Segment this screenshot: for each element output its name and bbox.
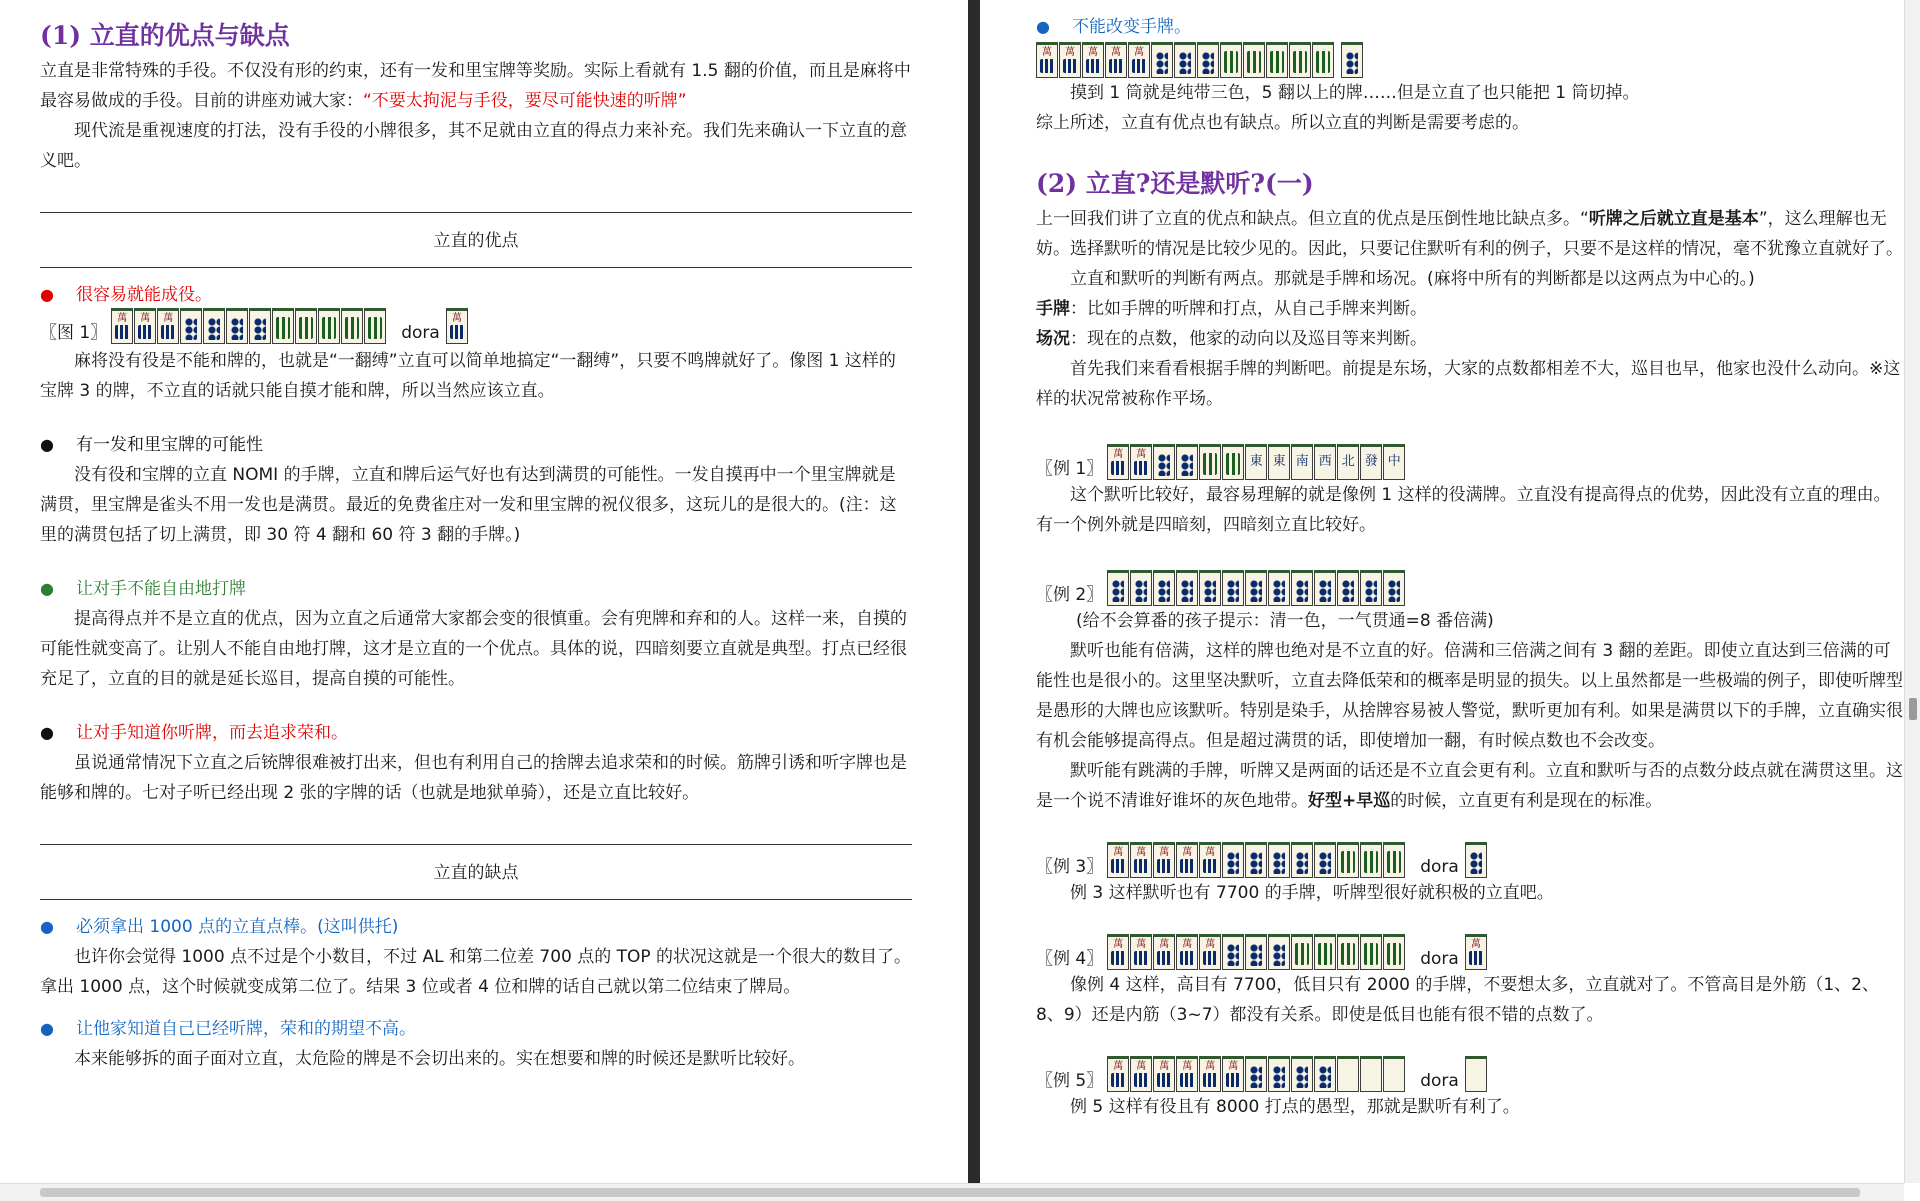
- mahjong-tile-character-icon: 萬: [1130, 444, 1152, 480]
- merit-item-1: [40, 280, 912, 310]
- merit-item-4: [40, 718, 912, 748]
- bullet-dot-icon: ●: [40, 435, 54, 454]
- mahjong-tile-circle-icon: [1107, 570, 1129, 606]
- merit-heading: 很容易就能成役。: [76, 285, 212, 305]
- mahjong-tile-circle-icon: [1314, 842, 1336, 878]
- merit-body: 提高得点并不是立直的优点，因为立直之后通常大家都会变的很慎重。会有兜牌和弃和的人。这样一来，自摸的可能性就变高了。让别人不能自由地打牌，这才是立直的一个优点。具体的说，四暗刻要立直就是典型。打点已经很充足了，立直的目的就是延长巡目，提高自摸的可能性。: [40, 609, 907, 689]
- mahjong-tile-circle-icon: [1360, 570, 1382, 606]
- mahjong-tile-bamboo-icon: [1222, 444, 1244, 480]
- bullet-dot-icon: ●: [40, 917, 54, 936]
- mahjong-tile-character-icon: 萬: [1107, 842, 1129, 878]
- demerit-item-1: [40, 912, 912, 942]
- paragraph: 首先我们来看看根据手牌的判断吧。前提是东场，大家的点数都相差不大，巡目也早，他家也没什么动向。※这样的状况常被称作平场。: [1036, 359, 1901, 409]
- mahjong-tile-circle-icon: [249, 308, 271, 344]
- mahjong-tile-bamboo-icon: [318, 308, 340, 344]
- mahjong-tile-circle-icon: [1176, 570, 1198, 606]
- demerit-heading: 必须拿出 1000 点的立直点棒。(这叫供托): [76, 917, 399, 937]
- bullet-dot-icon: ●: [40, 1019, 54, 1038]
- mahjong-tile-circle-icon: [1245, 842, 1267, 878]
- demerit-item-2: [40, 1014, 912, 1044]
- mahjong-tile-character-icon: 萬: [111, 308, 133, 344]
- ex2-hand: [1036, 566, 1904, 606]
- ex5-hand: [1036, 1052, 1904, 1092]
- section-title: (2) 立直?还是默听?(一): [1036, 169, 1314, 198]
- mahjong-tile-circle-icon: [1314, 570, 1336, 606]
- text: 的时候，立直更有利是现在的标准。: [1390, 791, 1663, 811]
- vertical-scrollbar-thumb[interactable]: [1909, 698, 1917, 720]
- text: ：比如手牌的听牌和打点，从自己手牌来判断。: [1070, 299, 1427, 319]
- mahjong-tile-circle-icon: [1153, 444, 1175, 480]
- ex4-hand: [1036, 930, 1904, 970]
- mahjong-tile-bamboo-icon: [1383, 842, 1405, 878]
- example-label: 〖例 3〗: [1036, 857, 1104, 877]
- mahjong-tile-bamboo-icon: [295, 308, 317, 344]
- mahjong-tile-bamboo-icon: [1337, 842, 1359, 878]
- merit-item-2: [40, 430, 912, 460]
- mahjong-tile-circle-icon: [1291, 842, 1313, 878]
- mahjong-tile-circle-icon: [1465, 842, 1487, 878]
- mahjong-tile-character-icon: 萬: [1082, 42, 1104, 78]
- mahjong-tile-blank-icon: [1383, 1056, 1405, 1092]
- example-body: 默听也能有倍满，这样的牌也绝对是不立直的好。倍满和三倍满之间有 3 翻的差距。即使立直达到三倍满的可能性也是很小的。这里坚决默听，立直去降低荣和的概率是明显的损失。以上虽然都是一些极端的例子，即使听牌型是愚形的大牌也应该默听。特别是染手，从捨牌容易被人警觉，默听更加有利。如果是满贯以下的手牌，立直确实很有机会能够提高得点。但是超过满贯的话，即使增加一翻，有时候点数也不会改变。: [1036, 641, 1903, 751]
- mahjong-tile-bamboo-icon: [1337, 934, 1359, 970]
- example-label: 〖例 1〗: [1036, 459, 1104, 479]
- demerit-3-hand: [1036, 38, 1904, 78]
- mahjong-tile-bamboo-icon: [341, 308, 363, 344]
- mahjong-tile-character-icon: 萬: [1199, 1056, 1221, 1092]
- dora-tiles: [1465, 838, 1488, 878]
- mahjong-tile-bamboo-icon: [1291, 934, 1313, 970]
- dora-label: dora: [1420, 949, 1459, 969]
- text: ：现在的点数，他家的动向以及巡目等来判断。: [1070, 329, 1427, 349]
- example-label: 〖例 4〗: [1036, 949, 1104, 969]
- paragraph: [1036, 324, 1904, 354]
- example-body: 这个默听比较好，最容易理解的就是像例 1 这样的役满牌。立直没有提高得点的优势，因此没有立直的理由。有一个例外就是四暗刻，四暗刻立直比较好。: [1036, 485, 1891, 535]
- merit-body: 虽说通常情况下立直之后铳牌很难被打出来，但也有利用自己的捨牌去追求荣和的时候。筋牌引诱和听字牌也是能够和牌的。七对子听已经出现 2 张的字牌的话（也就是地狱单骑），还是立直比较好。: [40, 753, 907, 803]
- example-body: 像例 4 这样，高目有 7700，低目只有 2000 的手牌，不要想太多，立直就对了。不管高目是外筋（1、2、8、9）还是内筋（3~7）都没有关系。即使是低目也能有很不错的点数了。: [1036, 975, 1879, 1025]
- horizontal-scrollbar-thumb[interactable]: [40, 1188, 1860, 1197]
- dora-label: dora: [1420, 1071, 1459, 1091]
- summary-text: 综上所述，立直有优点也有缺点。所以立直的判断是需要考虑的。: [1036, 113, 1529, 133]
- mahjong-tile-bamboo-icon: [1360, 934, 1382, 970]
- mahjong-tile-bamboo-icon: [1360, 842, 1382, 878]
- mahjong-tile-bamboo-icon: [1289, 42, 1311, 78]
- left-page-content: [40, 16, 912, 1074]
- mahjong-tile-bamboo-icon: [1383, 934, 1405, 970]
- mahjong-tile-character-icon: 萬: [1153, 1056, 1175, 1092]
- mahjong-tile-circle-icon: [1174, 42, 1196, 78]
- mahjong-tile-character-icon: 萬: [1130, 934, 1152, 970]
- mahjong-tile-circle-icon: [226, 308, 248, 344]
- demerits-heading: 立直的缺点: [433, 863, 519, 883]
- horizontal-scrollbar[interactable]: [0, 1183, 1904, 1201]
- example-body: 例 3 这样默听也有 7700 的手牌，听牌型很好就积极的立直吧。: [1070, 883, 1554, 903]
- text: 上一回我们讲了立直的优点和缺点。但立直的优点是压倒性地比缺点多。“: [1036, 209, 1589, 229]
- mahjong-tile-circle-icon: [1291, 570, 1313, 606]
- demerit-body: 也许你会觉得 1000 点不过是个小数目，不过 AL 和第二位差 700 点的 TOP 的状况这就是一个很大的数目了。拿出 1000 点，这个时候就变成第二位了。结果 3 位或者 4 位和牌的话自己就以第二位结束了牌局。: [40, 947, 912, 997]
- tile-row: [1107, 566, 1406, 606]
- example-label: 〖例 2〗: [1036, 585, 1104, 605]
- mahjong-tile-character-icon: 萬: [1465, 934, 1487, 970]
- mahjong-tile-circle-icon: [1341, 42, 1363, 78]
- intro-paragraph-2: 现代流是重视速度的打法，没有手役的小牌很多，其不足就由立直的得点力来补充。我们先来确认一下立直的意义吧。: [40, 121, 907, 171]
- mahjong-tile-circle-icon: [1222, 570, 1244, 606]
- tile-row: [111, 304, 387, 344]
- mahjong-tile-character-icon: 萬: [1128, 42, 1150, 78]
- mahjong-tile-blank-icon: [1465, 1056, 1487, 1092]
- mahjong-tile-circle-icon: [1268, 934, 1290, 970]
- section-title: (1) 立直的优点与缺点: [40, 21, 290, 50]
- dora-label: dora: [401, 323, 440, 343]
- tile-row: [1107, 440, 1406, 480]
- mahjong-tile-character-icon: 萬: [1199, 842, 1221, 878]
- merit-body: 没有役和宝牌的立直 NOMI 的手牌，立直和牌后运气好也有达到满贯的可能性。一发自摸再中一个里宝牌就是满贯，里宝牌是雀头不用一发也是满贯。最近的免费雀庄对一发和里宝牌的祝仪很多，这玩儿的是很大的。(注：这里的满贯包括了切上满贯，即 30 符 4 翻和 60 符 3 翻的手牌。): [40, 465, 897, 545]
- dora-tiles: [1465, 1052, 1488, 1092]
- fig-label: 〖图 1〗: [40, 323, 108, 343]
- demerit-body: 摸到 1 筒就是纯带三色，5 翻以上的牌……但是立直了也只能把 1 筒切掉。: [1070, 83, 1640, 103]
- example-hint: (给不会算番的孩子提示：清一色，一气贯通=8 番倍满): [1076, 611, 1494, 631]
- mahjong-tile-character-icon: 萬: [1130, 1056, 1152, 1092]
- mahjong-tile-character-icon: 萬: [1153, 842, 1175, 878]
- left-page: [0, 0, 968, 1183]
- mahjong-tile-circle-icon: [180, 308, 202, 344]
- example-body: [1036, 756, 1904, 816]
- mahjong-tile-blank-icon: [1360, 1056, 1382, 1092]
- mahjong-tile-bamboo-icon: [1314, 934, 1336, 970]
- merit-heading: 有一发和里宝牌的可能性: [76, 435, 263, 455]
- bullet-dot-icon: ●: [40, 285, 54, 304]
- mahjong-tile-character-icon: 萬: [1036, 42, 1058, 78]
- mahjong-tile-circle-icon: [1245, 1056, 1267, 1092]
- mahjong-tile-character-icon: 萬: [1153, 934, 1175, 970]
- mahjong-tile-circle-icon: [1314, 1056, 1336, 1092]
- demerit-heading: 让他家知道自己已经听牌，荣和的期望不高。: [76, 1019, 416, 1039]
- merit-heading: 让对手知道你听牌，而去追求荣和。: [76, 723, 348, 743]
- dora-label: dora: [1420, 857, 1459, 877]
- bullet-dot-icon: ●: [40, 579, 54, 598]
- mahjong-tile-bamboo-icon: [272, 308, 294, 344]
- mahjong-tile-honor-icon: 東: [1268, 444, 1290, 480]
- dora-tiles: [1465, 930, 1488, 970]
- demerit-heading: 不能改变手牌。: [1072, 17, 1191, 37]
- mahjong-tile-bamboo-icon: [1243, 42, 1265, 78]
- vertical-scrollbar[interactable]: [1904, 0, 1920, 1183]
- tile-row: [1107, 1052, 1406, 1092]
- bullet-dot-icon: ●: [40, 723, 54, 742]
- mahjong-tile-bamboo-icon: [1220, 42, 1242, 78]
- bold-text: 好型+早巡: [1308, 791, 1391, 811]
- fig1-hand: [40, 304, 912, 344]
- paragraph: [1036, 204, 1904, 264]
- intro-quote: “不要太拘泥与手役，要尽可能快速的听牌”: [363, 91, 687, 111]
- mahjong-tile-circle-icon: [1222, 934, 1244, 970]
- merits-heading: 立直的优点: [433, 231, 519, 251]
- mahjong-tile-honor-icon: 西: [1314, 444, 1336, 480]
- page-divider: [968, 0, 980, 1183]
- mahjong-tile-character-icon: 萬: [1176, 1056, 1198, 1092]
- intro-paragraph: [40, 56, 912, 116]
- mahjong-tile-character-icon: 萬: [1107, 444, 1129, 480]
- right-page: [980, 0, 1904, 1183]
- paragraph: [1036, 294, 1904, 324]
- mahjong-tile-bamboo-icon: [1266, 42, 1288, 78]
- mahjong-tile-blank-icon: [1337, 1056, 1359, 1092]
- mahjong-tile-character-icon: 萬: [1199, 934, 1221, 970]
- mahjong-tile-honor-icon: 北: [1337, 444, 1359, 480]
- mahjong-tile-character-icon: 萬: [1107, 1056, 1129, 1092]
- bold-text: 听牌之后就立直是基本: [1588, 209, 1759, 229]
- demerit-body: 本来能够拆的面子面对立直，太危险的牌是不会切出来的。实在想要和牌的时候还是默听比较好。: [74, 1049, 805, 1069]
- mahjong-tile-circle-icon: [1130, 570, 1152, 606]
- mahjong-tile-circle-icon: [1199, 570, 1221, 606]
- mahjong-tile-circle-icon: [1245, 570, 1267, 606]
- mahjong-tile-character-icon: 萬: [1107, 934, 1129, 970]
- mahjong-tile-circle-icon: [1176, 444, 1198, 480]
- mahjong-tile-circle-icon: [1291, 1056, 1313, 1092]
- draw-tile: [1341, 38, 1364, 78]
- ex3-hand: [1036, 838, 1904, 878]
- dora-tiles: [446, 304, 469, 344]
- mahjong-tile-bamboo-icon: [364, 308, 386, 344]
- paragraph: 立直和默听的判断有两点。那就是手牌和场况。(麻将中所有的判断都是以这两点为中心的。): [1070, 269, 1755, 289]
- mahjong-tile-bamboo-icon: [1199, 444, 1221, 480]
- mahjong-tile-character-icon: 萬: [1059, 42, 1081, 78]
- bold-text: 手牌: [1036, 299, 1070, 319]
- mahjong-tile-circle-icon: [1337, 570, 1359, 606]
- mahjong-tile-character-icon: 萬: [1222, 1056, 1244, 1092]
- tile-row: [1107, 930, 1406, 970]
- mahjong-tile-honor-icon: 中: [1383, 444, 1405, 480]
- bullet-dot-icon: ●: [1036, 17, 1050, 36]
- mahjong-tile-circle-icon: [1245, 934, 1267, 970]
- merit-heading: 让对手不能自由地打牌: [76, 579, 246, 599]
- mahjong-tile-character-icon: 萬: [134, 308, 156, 344]
- mahjong-tile-character-icon: 萬: [446, 308, 468, 344]
- mahjong-tile-honor-icon: 東: [1245, 444, 1267, 480]
- intro-text: 立直是非常特殊的手役。不仅没有形的约束，还有一发和里宝牌等奖励。实际上看就有 1.5 翻的价值，而且是麻将中最容易做成的手役。目前的讲座劝诫大家：: [40, 61, 911, 111]
- mahjong-tile-honor-icon: 南: [1291, 444, 1313, 480]
- mahjong-tile-bamboo-icon: [1312, 42, 1334, 78]
- mahjong-tile-circle-icon: [1268, 842, 1290, 878]
- mahjong-tile-circle-icon: [1383, 570, 1405, 606]
- bold-text: 场况: [1036, 329, 1070, 349]
- mahjong-tile-circle-icon: [1222, 842, 1244, 878]
- tile-row: [1107, 838, 1406, 878]
- merit-body: 麻将没有役是不能和牌的，也就是“一翻缚”立直可以简单地搞定“一翻缚”，只要不鸣牌就好了。像图 1 这样的宝牌 3 的牌，不立直的话就只能自摸才能和牌，所以当然应该立直。: [40, 351, 896, 401]
- mahjong-tile-circle-icon: [1268, 570, 1290, 606]
- tile-row: [1036, 38, 1335, 78]
- text: ”，这么理解也无妨。选择默听的情况是比较少见的。因此，只要记住默听有利的例子，只要不是这样的情况，毫不犹豫立直就好了。: [1036, 209, 1903, 259]
- mahjong-tile-honor-icon: 發: [1360, 444, 1382, 480]
- mahjong-tile-character-icon: 萬: [1105, 42, 1127, 78]
- ex1-hand: [1036, 440, 1904, 480]
- mahjong-tile-circle-icon: [1151, 42, 1173, 78]
- mahjong-tile-character-icon: 萬: [157, 308, 179, 344]
- mahjong-tile-circle-icon: [203, 308, 225, 344]
- example-body: 例 5 这样有役且有 8000 打点的愚型，那就是默听有利了。: [1070, 1097, 1520, 1117]
- right-page-content: [1036, 12, 1904, 1122]
- mahjong-tile-character-icon: 萬: [1130, 842, 1152, 878]
- mahjong-tile-circle-icon: [1268, 1056, 1290, 1092]
- text: 默听能有跳满的手牌，听牌又是两面的话还是不立直会更有利。立直和默听与否的点数分歧点就在满贯这里。这是一个说不清谁好谁坏的灰色地带。: [1036, 761, 1903, 811]
- merit-item-3: [40, 574, 912, 604]
- mahjong-tile-character-icon: 萬: [1176, 842, 1198, 878]
- mahjong-tile-circle-icon: [1197, 42, 1219, 78]
- example-label: 〖例 5〗: [1036, 1071, 1104, 1091]
- mahjong-tile-circle-icon: [1153, 570, 1175, 606]
- mahjong-tile-character-icon: 萬: [1176, 934, 1198, 970]
- demerit-item-3: [1036, 12, 1904, 42]
